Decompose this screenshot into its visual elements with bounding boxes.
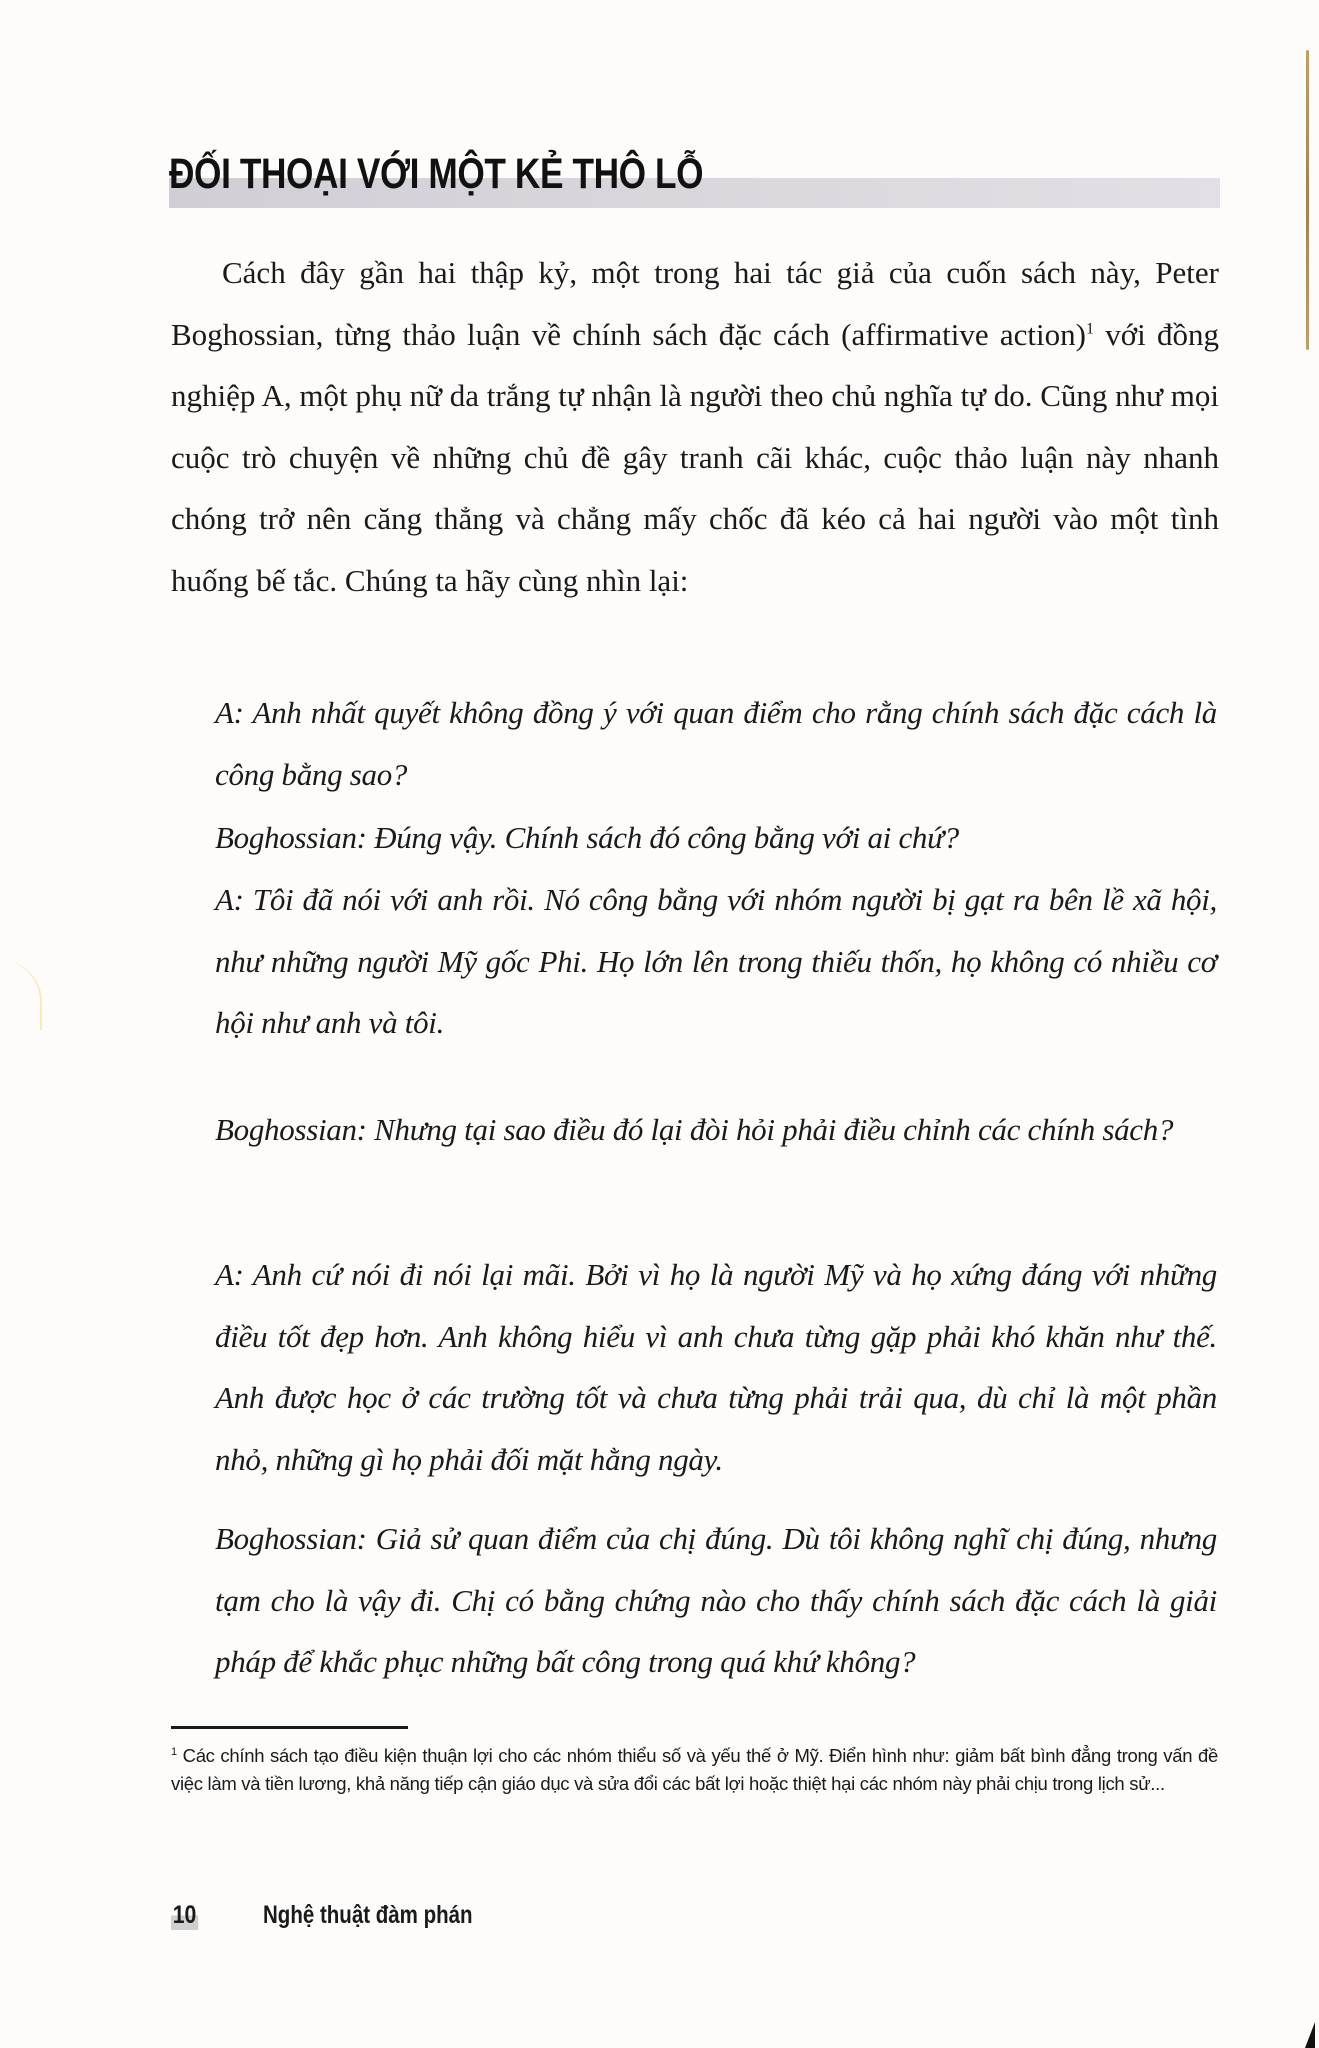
- page-footer: [171, 1895, 518, 1935]
- page-number: 10: [172, 1900, 197, 1929]
- page-corner-shadow: [1305, 2022, 1315, 2048]
- footnote-reference: 1: [1085, 320, 1094, 338]
- intro-paragraph: [171, 242, 1219, 611]
- page-edge-gilt: [1306, 50, 1309, 350]
- dialogue-line-boghossian-3: Boghossian: Giả sử quan điểm của chị đúng. Dù tôi không nghĩ chị đúng, nhưng tạm cho là vậy đi. Chị có bằng chứng nào cho thấy chính sách đặc cách là giải pháp để khắc phục những bất công trong quá khứ không?: [215, 1521, 1217, 1679]
- dialogue-line-a-2: A: Tôi đã nói với anh rồi. Nó công bằng với nhóm người bị gạt ra bên lề xã hội, như những người Mỹ gốc Phi. Họ lớn lên trong thiếu thốn, họ không có nhiều cơ hội như anh và tôi.: [215, 882, 1217, 1040]
- section-heading-block: [169, 142, 1220, 206]
- paper-stain: [0, 960, 42, 1030]
- section-heading: ĐỐI THOẠI VỚI MỘT KẺ THÔ LỖ: [169, 150, 704, 198]
- footnote-divider: [171, 1726, 408, 1729]
- footnote: [171, 1742, 1218, 1798]
- dialogue-line-boghossian-1: Boghossian: Đúng vậy. Chính sách đó công bằng với ai chứ?: [215, 820, 959, 855]
- dialogue-line-a-1: A: Anh nhất quyết không đồng ý với quan điểm cho rằng chính sách đặc cách là công bằng sao?: [215, 695, 1217, 792]
- footnote-text: Các chính sách tạo điều kiện thuận lợi cho các nhóm thiểu số và yếu thế ở Mỹ. Điển hình như: giảm bất bình đẳng trong vấn đề việc làm và tiền lương, khả năng tiếp cận giáo dục và sửa đổi các bất lợi hoặc thiệt hại các nhóm này phải chịu trong lịch sử...: [171, 1745, 1218, 1794]
- footnote-marker: 1: [171, 1745, 177, 1758]
- intro-text-part-1: Cách đây gần hai thập kỷ, một trong hai tác giả của cuốn sách này, Peter Boghossian, từng thảo luận về chính sách đặc cách (affirmative action): [171, 255, 1219, 352]
- dialogue-line-a-3: A: Anh cứ nói đi nói lại mãi. Bởi vì họ là người Mỹ và họ xứng đáng với những điều tốt đẹp hơn. Anh không hiểu vì anh chưa từng gặp phải khó khăn như thế. Anh được học ở các trường tốt và chưa từng phải trải qua, dù chỉ là một phần nhỏ, những gì họ phải đối mặt hằng ngày.: [215, 1257, 1217, 1477]
- intro-text-part-2: với đồng nghiệp A, một phụ nữ da trắng tự nhận là người theo chủ nghĩa tự do. Cũng như mọi cuộc trò chuyện về những chủ đề gây tranh cãi khác, cuộc thảo luận này nhanh chóng trở nên căng thẳng và chẳng mấy chốc đã kéo cả hai người vào một tình huống bế tắc. Chúng ta hãy cùng nhìn lại:: [171, 316, 1220, 598]
- running-title: Nghệ thuật đàm phán: [262, 1900, 473, 1929]
- dialogue-line-boghossian-2: Boghossian: Nhưng tại sao điều đó lại đòi hỏi phải điều chỉnh các chính sách?: [215, 1112, 1174, 1147]
